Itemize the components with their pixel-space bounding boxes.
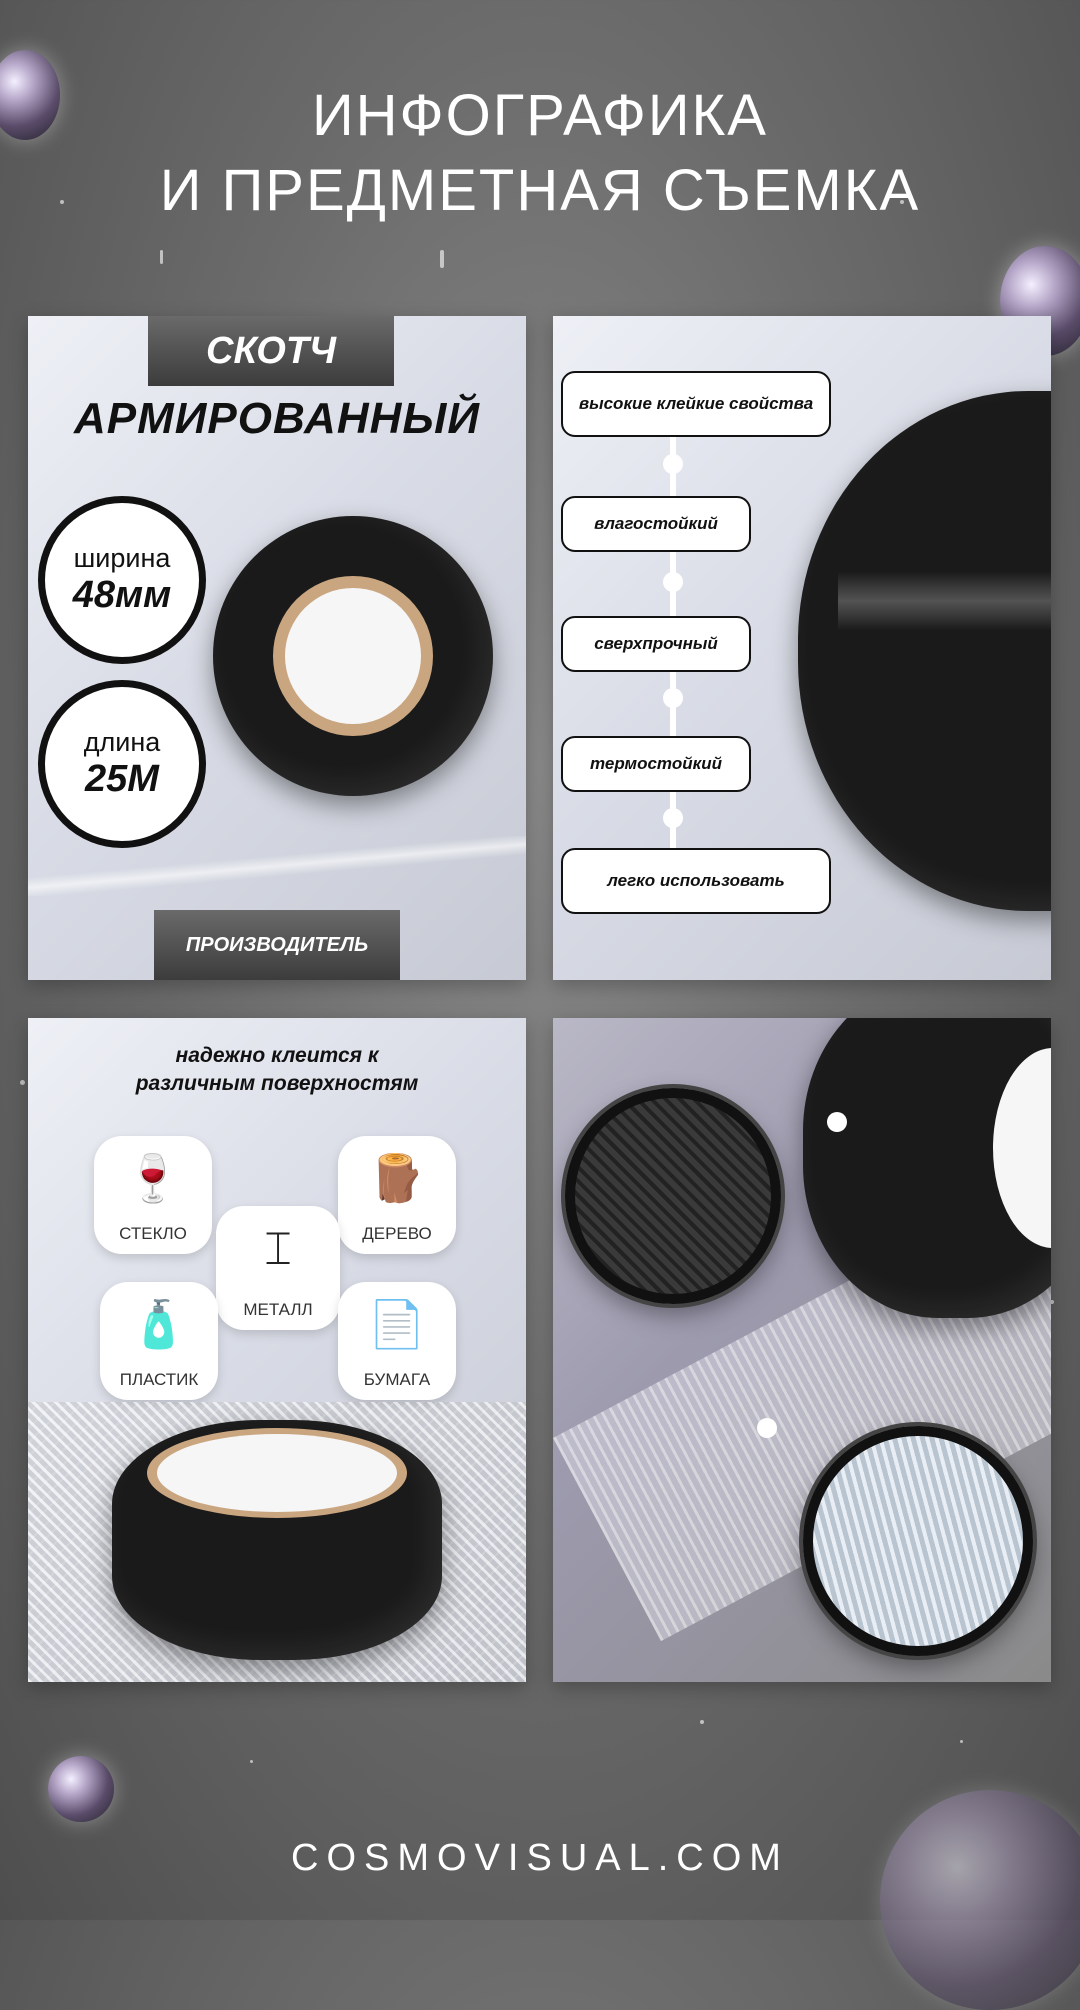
surface-label: СТЕКЛО — [119, 1224, 187, 1243]
pointer-dot — [827, 1112, 847, 1132]
surface-paper — [338, 1282, 456, 1400]
tape-roll-closeup — [803, 1018, 1051, 1318]
sparkle — [440, 250, 444, 268]
connector-dot — [663, 572, 683, 592]
wood-logs-icon: 🪵 — [368, 1152, 426, 1204]
surface-metal — [216, 1206, 340, 1330]
surface-label: ДЕРЕВО — [362, 1224, 432, 1243]
sparkle — [160, 250, 163, 264]
length-badge — [38, 680, 206, 848]
metal-beam-icon: ⌶ — [264, 1222, 292, 1274]
page-title — [0, 78, 1080, 228]
sparkle — [700, 1720, 704, 1724]
feature-item: сверхпрочный — [561, 616, 751, 672]
width-value: 48мм — [72, 574, 172, 616]
sparkle — [20, 1080, 25, 1085]
surface-label: ПЛАСТИК — [119, 1370, 199, 1389]
pointer-dot — [757, 1418, 777, 1438]
title-line-1: ИНФОГРАФИКА — [311, 83, 768, 148]
feature-item: высокие клейкие свойства — [561, 371, 831, 437]
surface-label: БУМАГА — [363, 1370, 431, 1389]
sparkle — [250, 1760, 253, 1763]
surface-label: МЕТАЛЛ — [243, 1300, 313, 1319]
tape-hole — [993, 1048, 1051, 1248]
product-tag: СКОТЧ — [148, 316, 394, 386]
tape-roll-image — [213, 516, 493, 796]
magnifier-inner — [803, 1426, 1033, 1656]
tape-hole — [157, 1434, 397, 1512]
document-icon: 📄 — [368, 1298, 426, 1350]
width-label: ширина — [73, 543, 171, 573]
feature-item: термостойкий — [561, 736, 751, 792]
magnifier-outer — [565, 1088, 781, 1304]
connector-dot — [663, 454, 683, 474]
tape-hole — [285, 588, 421, 724]
surfaces-title-line-1: надежно клеится к — [175, 1044, 379, 1067]
decorative-orb — [880, 1790, 1080, 2010]
footer-site[interactable]: COSMOVISUAL.COM — [291, 1837, 789, 1879]
tape-highlight — [838, 571, 1051, 631]
surfaces-title — [28, 1042, 526, 1098]
decorative-orb — [48, 1756, 114, 1822]
glass-icon: 🍷 — [124, 1152, 182, 1204]
feature-item: легко использовать — [561, 848, 831, 914]
connector-dot — [663, 688, 683, 708]
product-title: АРМИРОВАННЫЙ — [73, 394, 481, 443]
tape-roll-image — [112, 1420, 442, 1660]
surface-wood — [338, 1136, 456, 1254]
surface-glass — [94, 1136, 212, 1254]
tape-roll-closeup — [798, 391, 1051, 911]
features-card — [553, 316, 1051, 980]
bottle-icon: 🧴 — [130, 1298, 188, 1350]
product-card-main — [28, 316, 526, 980]
sparkle — [960, 1740, 963, 1743]
maker-tag: ПРОИЗВОДИТЕЛЬ — [154, 910, 400, 980]
closeup-card — [553, 1018, 1051, 1682]
length-value: 25М — [85, 758, 159, 800]
surfaces-title-line-2: различным поверхностям — [135, 1072, 419, 1095]
feature-item: влагостойкий — [561, 496, 751, 552]
length-label: длина — [83, 727, 161, 757]
connector-dot — [663, 808, 683, 828]
width-badge — [38, 496, 206, 664]
surfaces-card — [28, 1018, 526, 1682]
surface-plastic — [100, 1282, 218, 1400]
metal-rod — [28, 836, 526, 896]
title-line-2: И ПРЕДМЕТНАЯ СЪЕМКА — [159, 158, 921, 223]
